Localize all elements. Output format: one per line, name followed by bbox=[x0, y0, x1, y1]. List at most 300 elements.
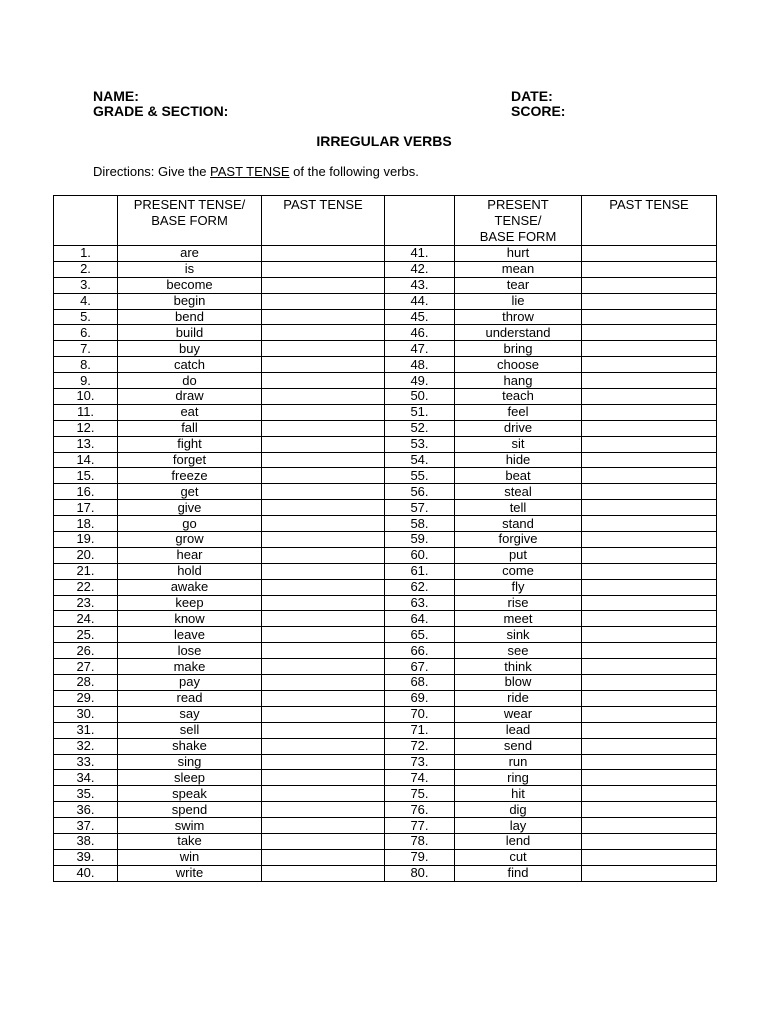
present-verb-left: do bbox=[118, 373, 262, 389]
present-verb-right: understand bbox=[455, 325, 582, 341]
past-answer-left[interactable] bbox=[262, 341, 385, 357]
present-verb-left: sleep bbox=[118, 770, 262, 786]
past-answer-left[interactable] bbox=[262, 246, 385, 262]
header-present-right-line2: TENSE/ bbox=[494, 213, 542, 228]
row-number-right: 58. bbox=[385, 516, 455, 532]
present-verb-right: put bbox=[455, 547, 582, 563]
row-number-right: 80. bbox=[385, 865, 455, 881]
row-number-right: 63. bbox=[385, 595, 455, 611]
past-answer-left[interactable] bbox=[262, 452, 385, 468]
past-answer-right[interactable] bbox=[582, 675, 717, 691]
past-answer-left[interactable] bbox=[262, 818, 385, 834]
past-answer-right[interactable] bbox=[582, 643, 717, 659]
row-number-left: 24. bbox=[54, 611, 118, 627]
table-row bbox=[54, 532, 717, 548]
present-verb-right: fly bbox=[455, 579, 582, 595]
past-answer-right[interactable] bbox=[582, 341, 717, 357]
present-verb-left: leave bbox=[118, 627, 262, 643]
verbs-table bbox=[53, 195, 717, 882]
present-verb-right: forgive bbox=[455, 532, 582, 548]
present-verb-left: keep bbox=[118, 595, 262, 611]
present-verb-right: lie bbox=[455, 293, 582, 309]
present-verb-left: fight bbox=[118, 436, 262, 452]
table-row bbox=[54, 595, 717, 611]
header-present-right-line3: BASE FORM bbox=[479, 229, 557, 244]
past-answer-right[interactable] bbox=[582, 404, 717, 420]
present-verb-left: shake bbox=[118, 738, 262, 754]
table-row bbox=[54, 547, 717, 563]
directions bbox=[93, 164, 419, 179]
present-verb-right: hide bbox=[455, 452, 582, 468]
table-row bbox=[54, 706, 717, 722]
present-verb-left: know bbox=[118, 611, 262, 627]
table-row bbox=[54, 484, 717, 500]
directions-suffix: of the following verbs. bbox=[289, 164, 419, 179]
row-number-left: 17. bbox=[54, 500, 118, 516]
present-verb-left: spend bbox=[118, 802, 262, 818]
worksheet-title: IRREGULAR VERBS bbox=[316, 133, 452, 149]
present-verb-left: sell bbox=[118, 722, 262, 738]
present-verb-right: ring bbox=[455, 770, 582, 786]
row-number-right: 66. bbox=[385, 643, 455, 659]
past-answer-right[interactable] bbox=[582, 261, 717, 277]
present-verb-left: catch bbox=[118, 357, 262, 373]
past-answer-left[interactable] bbox=[262, 611, 385, 627]
row-number-left: 13. bbox=[54, 436, 118, 452]
past-answer-left[interactable] bbox=[262, 722, 385, 738]
date-label: DATE: bbox=[511, 88, 553, 104]
present-verb-right: meet bbox=[455, 611, 582, 627]
past-answer-right[interactable] bbox=[582, 547, 717, 563]
table-row bbox=[54, 722, 717, 738]
table-row bbox=[54, 802, 717, 818]
present-verb-right: hang bbox=[455, 373, 582, 389]
table-row bbox=[54, 341, 717, 357]
past-answer-right[interactable] bbox=[582, 627, 717, 643]
past-answer-left[interactable] bbox=[262, 802, 385, 818]
row-number-right: 64. bbox=[385, 611, 455, 627]
row-number-right: 65. bbox=[385, 627, 455, 643]
past-answer-left[interactable] bbox=[262, 786, 385, 802]
present-verb-right: ride bbox=[455, 690, 582, 706]
row-number-right: 57. bbox=[385, 500, 455, 516]
past-answer-right[interactable] bbox=[582, 357, 717, 373]
row-number-left: 36. bbox=[54, 802, 118, 818]
row-number-left: 35. bbox=[54, 786, 118, 802]
row-number-right: 54. bbox=[385, 452, 455, 468]
row-number-left: 18. bbox=[54, 516, 118, 532]
past-answer-left[interactable] bbox=[262, 547, 385, 563]
past-answer-right[interactable] bbox=[582, 754, 717, 770]
row-number-left: 34. bbox=[54, 770, 118, 786]
present-verb-left: say bbox=[118, 706, 262, 722]
past-answer-left[interactable] bbox=[262, 833, 385, 849]
row-number-left: 4. bbox=[54, 293, 118, 309]
table-row bbox=[54, 754, 717, 770]
row-number-right: 59. bbox=[385, 532, 455, 548]
directions-underlined: PAST TENSE bbox=[210, 164, 290, 179]
present-verb-left: make bbox=[118, 659, 262, 675]
past-answer-right[interactable] bbox=[582, 786, 717, 802]
header-present-right bbox=[455, 196, 582, 246]
table-row bbox=[54, 389, 717, 405]
present-verb-right: feel bbox=[455, 404, 582, 420]
table-row bbox=[54, 516, 717, 532]
past-answer-right[interactable] bbox=[582, 325, 717, 341]
header-present-left: PRESENT TENSE/ BASE FORM bbox=[118, 196, 262, 246]
past-answer-left[interactable] bbox=[262, 309, 385, 325]
present-verb-right: mean bbox=[455, 261, 582, 277]
present-verb-right: stand bbox=[455, 516, 582, 532]
present-verb-left: take bbox=[118, 833, 262, 849]
present-verb-left: write bbox=[118, 865, 262, 881]
past-answer-right[interactable] bbox=[582, 484, 717, 500]
row-number-left: 16. bbox=[54, 484, 118, 500]
table-row bbox=[54, 246, 717, 262]
past-answer-left[interactable] bbox=[262, 484, 385, 500]
past-answer-right[interactable] bbox=[582, 293, 717, 309]
present-verb-left: pay bbox=[118, 675, 262, 691]
row-number-left: 23. bbox=[54, 595, 118, 611]
past-answer-left[interactable] bbox=[262, 389, 385, 405]
row-number-right: 61. bbox=[385, 563, 455, 579]
present-verb-right: lay bbox=[455, 818, 582, 834]
table-row bbox=[54, 579, 717, 595]
row-number-left: 10. bbox=[54, 389, 118, 405]
present-verb-left: are bbox=[118, 246, 262, 262]
past-answer-right[interactable] bbox=[582, 722, 717, 738]
row-number-right: 53. bbox=[385, 436, 455, 452]
table-row bbox=[54, 770, 717, 786]
row-number-right: 70. bbox=[385, 706, 455, 722]
past-answer-left[interactable] bbox=[262, 468, 385, 484]
past-answer-right[interactable] bbox=[582, 690, 717, 706]
present-verb-left: buy bbox=[118, 341, 262, 357]
row-number-right: 75. bbox=[385, 786, 455, 802]
row-number-right: 49. bbox=[385, 373, 455, 389]
row-number-right: 42. bbox=[385, 261, 455, 277]
past-answer-right[interactable] bbox=[582, 865, 717, 881]
present-verb-right: come bbox=[455, 563, 582, 579]
past-answer-left[interactable] bbox=[262, 277, 385, 293]
past-answer-right[interactable] bbox=[582, 706, 717, 722]
present-verb-right: run bbox=[455, 754, 582, 770]
present-verb-left: read bbox=[118, 690, 262, 706]
table-row bbox=[54, 325, 717, 341]
row-number-right: 56. bbox=[385, 484, 455, 500]
past-answer-right[interactable] bbox=[582, 389, 717, 405]
row-number-left: 28. bbox=[54, 675, 118, 691]
row-number-left: 9. bbox=[54, 373, 118, 389]
table-row bbox=[54, 277, 717, 293]
past-answer-right[interactable] bbox=[582, 849, 717, 865]
table-row bbox=[54, 738, 717, 754]
past-answer-right[interactable] bbox=[582, 818, 717, 834]
past-answer-left[interactable] bbox=[262, 357, 385, 373]
present-verb-left: eat bbox=[118, 404, 262, 420]
row-number-left: 38. bbox=[54, 833, 118, 849]
row-number-right: 74. bbox=[385, 770, 455, 786]
table-row bbox=[54, 627, 717, 643]
row-number-left: 39. bbox=[54, 849, 118, 865]
past-answer-right[interactable] bbox=[582, 246, 717, 262]
present-verb-right: wear bbox=[455, 706, 582, 722]
row-number-right: 43. bbox=[385, 277, 455, 293]
past-answer-left[interactable] bbox=[262, 849, 385, 865]
past-answer-right[interactable] bbox=[582, 563, 717, 579]
present-verb-right: rise bbox=[455, 595, 582, 611]
directions-prefix: Directions: Give the bbox=[93, 164, 211, 179]
row-number-left: 26. bbox=[54, 643, 118, 659]
past-answer-left[interactable] bbox=[262, 754, 385, 770]
present-verb-right: sit bbox=[455, 436, 582, 452]
present-verb-right: bring bbox=[455, 341, 582, 357]
row-number-right: 79. bbox=[385, 849, 455, 865]
past-answer-right[interactable] bbox=[582, 833, 717, 849]
row-number-left: 6. bbox=[54, 325, 118, 341]
present-verb-right: cut bbox=[455, 849, 582, 865]
row-number-left: 8. bbox=[54, 357, 118, 373]
row-number-right: 71. bbox=[385, 722, 455, 738]
present-verb-right: dig bbox=[455, 802, 582, 818]
table-row bbox=[54, 675, 717, 691]
header-number-left bbox=[54, 196, 118, 246]
past-answer-left[interactable] bbox=[262, 293, 385, 309]
past-answer-right[interactable] bbox=[582, 659, 717, 675]
present-verb-left: bend bbox=[118, 309, 262, 325]
past-answer-left[interactable] bbox=[262, 690, 385, 706]
past-answer-left[interactable] bbox=[262, 436, 385, 452]
row-number-right: 47. bbox=[385, 341, 455, 357]
row-number-right: 50. bbox=[385, 389, 455, 405]
table-row bbox=[54, 563, 717, 579]
table-row bbox=[54, 818, 717, 834]
past-answer-right[interactable] bbox=[582, 611, 717, 627]
past-answer-left[interactable] bbox=[262, 404, 385, 420]
table-row bbox=[54, 690, 717, 706]
past-answer-right[interactable] bbox=[582, 452, 717, 468]
present-verb-left: speak bbox=[118, 786, 262, 802]
present-verb-left: give bbox=[118, 500, 262, 516]
table-row bbox=[54, 436, 717, 452]
row-number-right: 73. bbox=[385, 754, 455, 770]
table-row bbox=[54, 611, 717, 627]
row-number-right: 76. bbox=[385, 802, 455, 818]
past-answer-left[interactable] bbox=[262, 325, 385, 341]
row-number-left: 21. bbox=[54, 563, 118, 579]
row-number-left: 12. bbox=[54, 420, 118, 436]
table-row bbox=[54, 261, 717, 277]
table-row bbox=[54, 500, 717, 516]
row-number-left: 20. bbox=[54, 547, 118, 563]
present-verb-left: lose bbox=[118, 643, 262, 659]
present-verb-right: tear bbox=[455, 277, 582, 293]
table-row bbox=[54, 373, 717, 389]
header-past-left: PAST TENSE bbox=[262, 196, 385, 246]
grade-section-label: GRADE & SECTION: bbox=[93, 103, 229, 119]
past-answer-right[interactable] bbox=[582, 373, 717, 389]
row-number-left: 15. bbox=[54, 468, 118, 484]
table-row bbox=[54, 643, 717, 659]
past-answer-left[interactable] bbox=[262, 579, 385, 595]
row-number-left: 3. bbox=[54, 277, 118, 293]
table-row bbox=[54, 833, 717, 849]
past-answer-right[interactable] bbox=[582, 579, 717, 595]
row-number-left: 5. bbox=[54, 309, 118, 325]
table-row bbox=[54, 452, 717, 468]
table-row bbox=[54, 357, 717, 373]
score-label: SCORE: bbox=[511, 103, 566, 119]
past-answer-left[interactable] bbox=[262, 261, 385, 277]
table-row bbox=[54, 309, 717, 325]
row-number-right: 78. bbox=[385, 833, 455, 849]
past-answer-right[interactable] bbox=[582, 436, 717, 452]
row-number-right: 69. bbox=[385, 690, 455, 706]
past-answer-left[interactable] bbox=[262, 563, 385, 579]
past-answer-left[interactable] bbox=[262, 420, 385, 436]
present-verb-left: forget bbox=[118, 452, 262, 468]
past-answer-left[interactable] bbox=[262, 373, 385, 389]
name-label: NAME: bbox=[93, 88, 139, 104]
row-number-left: 40. bbox=[54, 865, 118, 881]
present-verb-right: sink bbox=[455, 627, 582, 643]
past-answer-left[interactable] bbox=[262, 627, 385, 643]
past-answer-left[interactable] bbox=[262, 675, 385, 691]
row-number-left: 22. bbox=[54, 579, 118, 595]
present-verb-left: become bbox=[118, 277, 262, 293]
present-verb-left: go bbox=[118, 516, 262, 532]
row-number-left: 29. bbox=[54, 690, 118, 706]
present-verb-left: freeze bbox=[118, 468, 262, 484]
table-row bbox=[54, 468, 717, 484]
past-answer-left[interactable] bbox=[262, 532, 385, 548]
past-answer-right[interactable] bbox=[582, 595, 717, 611]
table-row bbox=[54, 659, 717, 675]
present-verb-right: blow bbox=[455, 675, 582, 691]
present-verb-right: see bbox=[455, 643, 582, 659]
past-answer-right[interactable] bbox=[582, 420, 717, 436]
row-number-right: 77. bbox=[385, 818, 455, 834]
present-verb-right: lead bbox=[455, 722, 582, 738]
present-verb-left: win bbox=[118, 849, 262, 865]
past-answer-left[interactable] bbox=[262, 500, 385, 516]
present-verb-right: hurt bbox=[455, 246, 582, 262]
row-number-left: 11. bbox=[54, 404, 118, 420]
row-number-right: 41. bbox=[385, 246, 455, 262]
table-row bbox=[54, 404, 717, 420]
present-verb-left: begin bbox=[118, 293, 262, 309]
present-verb-right: think bbox=[455, 659, 582, 675]
row-number-right: 48. bbox=[385, 357, 455, 373]
present-verb-left: swim bbox=[118, 818, 262, 834]
past-answer-right[interactable] bbox=[582, 500, 717, 516]
row-number-left: 1. bbox=[54, 246, 118, 262]
row-number-right: 51. bbox=[385, 404, 455, 420]
row-number-left: 7. bbox=[54, 341, 118, 357]
row-number-right: 45. bbox=[385, 309, 455, 325]
table-row bbox=[54, 786, 717, 802]
past-answer-right[interactable] bbox=[582, 802, 717, 818]
past-answer-left[interactable] bbox=[262, 865, 385, 881]
present-verb-right: drive bbox=[455, 420, 582, 436]
row-number-left: 19. bbox=[54, 532, 118, 548]
past-answer-right[interactable] bbox=[582, 532, 717, 548]
row-number-right: 44. bbox=[385, 293, 455, 309]
present-verb-left: grow bbox=[118, 532, 262, 548]
present-verb-right: hit bbox=[455, 786, 582, 802]
present-verb-right: tell bbox=[455, 500, 582, 516]
past-answer-left[interactable] bbox=[262, 595, 385, 611]
present-verb-right: choose bbox=[455, 357, 582, 373]
row-number-right: 68. bbox=[385, 675, 455, 691]
table-row bbox=[54, 420, 717, 436]
present-verb-left: build bbox=[118, 325, 262, 341]
present-verb-left: hold bbox=[118, 563, 262, 579]
row-number-left: 27. bbox=[54, 659, 118, 675]
header-present-right-line1: PRESENT bbox=[487, 197, 549, 212]
past-answer-right[interactable] bbox=[582, 770, 717, 786]
present-verb-right: throw bbox=[455, 309, 582, 325]
past-answer-left[interactable] bbox=[262, 738, 385, 754]
row-number-right: 67. bbox=[385, 659, 455, 675]
present-verb-left: draw bbox=[118, 389, 262, 405]
past-answer-left[interactable] bbox=[262, 770, 385, 786]
row-number-right: 55. bbox=[385, 468, 455, 484]
row-number-left: 30. bbox=[54, 706, 118, 722]
past-answer-right[interactable] bbox=[582, 738, 717, 754]
row-number-right: 62. bbox=[385, 579, 455, 595]
header-number-right bbox=[385, 196, 455, 246]
table-row bbox=[54, 865, 717, 881]
past-answer-right[interactable] bbox=[582, 468, 717, 484]
row-number-left: 2. bbox=[54, 261, 118, 277]
present-verb-right: send bbox=[455, 738, 582, 754]
past-answer-left[interactable] bbox=[262, 516, 385, 532]
table-row bbox=[54, 849, 717, 865]
past-answer-right[interactable] bbox=[582, 277, 717, 293]
present-verb-left: get bbox=[118, 484, 262, 500]
row-number-right: 46. bbox=[385, 325, 455, 341]
past-answer-left[interactable] bbox=[262, 643, 385, 659]
row-number-right: 72. bbox=[385, 738, 455, 754]
past-answer-right[interactable] bbox=[582, 309, 717, 325]
present-verb-right: find bbox=[455, 865, 582, 881]
past-answer-left[interactable] bbox=[262, 706, 385, 722]
present-verb-right: teach bbox=[455, 389, 582, 405]
present-verb-left: is bbox=[118, 261, 262, 277]
table-header-row bbox=[54, 196, 717, 246]
row-number-left: 37. bbox=[54, 818, 118, 834]
past-answer-left[interactable] bbox=[262, 659, 385, 675]
present-verb-right: beat bbox=[455, 468, 582, 484]
row-number-left: 14. bbox=[54, 452, 118, 468]
row-number-left: 31. bbox=[54, 722, 118, 738]
present-verb-right: steal bbox=[455, 484, 582, 500]
present-verb-right: lend bbox=[455, 833, 582, 849]
present-verb-left: fall bbox=[118, 420, 262, 436]
row-number-right: 52. bbox=[385, 420, 455, 436]
row-number-left: 25. bbox=[54, 627, 118, 643]
present-verb-left: hear bbox=[118, 547, 262, 563]
header-past-right: PAST TENSE bbox=[582, 196, 717, 246]
row-number-left: 32. bbox=[54, 738, 118, 754]
row-number-left: 33. bbox=[54, 754, 118, 770]
present-verb-left: awake bbox=[118, 579, 262, 595]
present-verb-left: sing bbox=[118, 754, 262, 770]
table-row bbox=[54, 293, 717, 309]
row-number-right: 60. bbox=[385, 547, 455, 563]
past-answer-right[interactable] bbox=[582, 516, 717, 532]
